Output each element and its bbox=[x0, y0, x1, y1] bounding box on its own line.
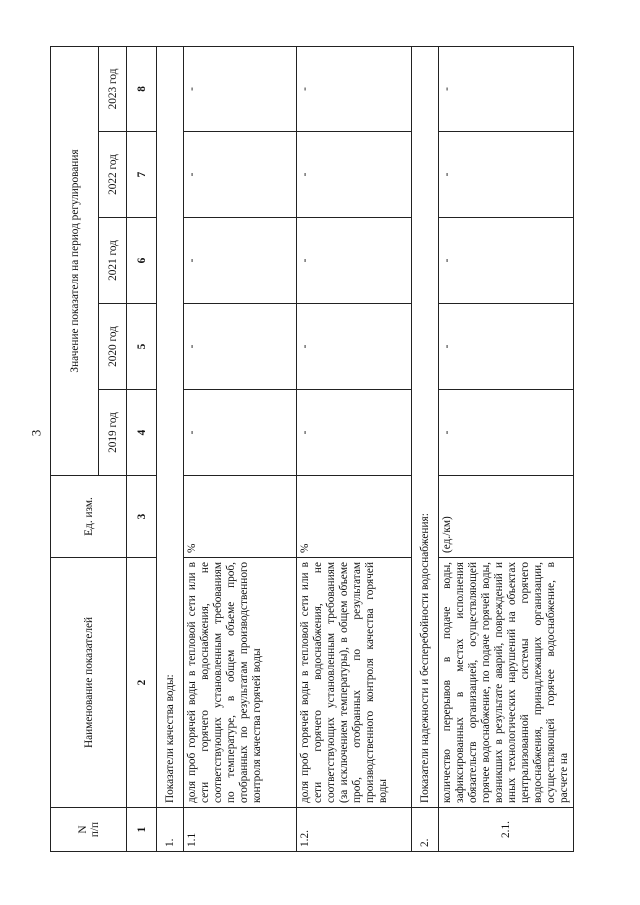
indicator-value: - bbox=[439, 218, 574, 304]
row-number: 1.2. bbox=[297, 808, 412, 852]
indicator-value: - bbox=[184, 46, 297, 131]
indicator-value: - bbox=[297, 390, 412, 476]
indicator-name: доля проб горячей воды в тепловой сети или в сети горячего водоснабжения, не соответствующих установленным требованиям по температуре, в общем объеме проб, отобранных по результатам производственного контроля качества горячей воды bbox=[184, 558, 297, 808]
row-number: 1.1 bbox=[184, 808, 297, 852]
indicator-value: - bbox=[439, 46, 574, 131]
section-title: Показатели качества воды: bbox=[157, 46, 184, 807]
col-number: 8 bbox=[127, 46, 157, 131]
col-number: 7 bbox=[127, 132, 157, 218]
indicator-unit: (ед./км) bbox=[439, 476, 574, 558]
indicator-value: - bbox=[297, 46, 412, 131]
row-number: 2.1. bbox=[439, 808, 574, 852]
rotated-page bbox=[50, 47, 570, 852]
col-number: 6 bbox=[127, 218, 157, 304]
header-year: 2019 год bbox=[99, 390, 127, 476]
indicator-name: доля проб горячей воды в тепловой сети или в сети горячего водоснабжения, не соответствующих установленным требованиям (за исключением температуры), в общем объеме проб, отобранных по результатам производственного контроля качества горячей воды bbox=[297, 558, 412, 808]
indicator-value: - bbox=[184, 304, 297, 390]
header-year: 2023 год bbox=[99, 46, 127, 131]
header-unit: Ед. изм. bbox=[51, 476, 127, 558]
indicator-value: - bbox=[184, 218, 297, 304]
header-year: 2021 год bbox=[99, 218, 127, 304]
page-number: 3 bbox=[28, 429, 44, 437]
col-number: 3 bbox=[127, 476, 157, 558]
col-number: 1 bbox=[127, 808, 157, 852]
indicator-value: - bbox=[297, 304, 412, 390]
indicator-unit: % bbox=[297, 476, 412, 558]
section-title: Показатели надежности и бесперебойности водоснабжения: bbox=[412, 46, 439, 807]
header-values: Значение показателя на период регулирования bbox=[51, 46, 99, 475]
col-number: 2 bbox=[127, 558, 157, 808]
indicator-value: - bbox=[297, 218, 412, 304]
indicator-value: - bbox=[439, 132, 574, 218]
header-name: Наименование показателей bbox=[51, 558, 127, 808]
col-number: 5 bbox=[127, 304, 157, 390]
indicator-value: - bbox=[184, 390, 297, 476]
col-number: 4 bbox=[127, 390, 157, 476]
indicator-unit: % bbox=[184, 476, 297, 558]
indicators-table bbox=[50, 46, 574, 852]
header-year: 2020 год bbox=[99, 304, 127, 390]
row-number: 1. bbox=[157, 808, 184, 852]
indicator-value: - bbox=[184, 132, 297, 218]
header-n: N п/п bbox=[51, 808, 127, 852]
indicator-value: - bbox=[297, 132, 412, 218]
row-number: 2. bbox=[412, 808, 439, 852]
header-year: 2022 год bbox=[99, 132, 127, 218]
indicator-name: количество перерывов в подаче воды, зафиксированных в местах исполнения обязательств организацией, осуществляющей горячее водоснабжение, по подаче горячей воды, возникших в результате аварий, повреждений и иных технологических нарушений на объектах централизованной системы горячего водоснабжения, принадлежащих организации, осуществляющей горячее водоснабжение, в расчете на bbox=[439, 558, 574, 808]
indicator-value: - bbox=[439, 390, 574, 476]
indicator-value: - bbox=[439, 304, 574, 390]
